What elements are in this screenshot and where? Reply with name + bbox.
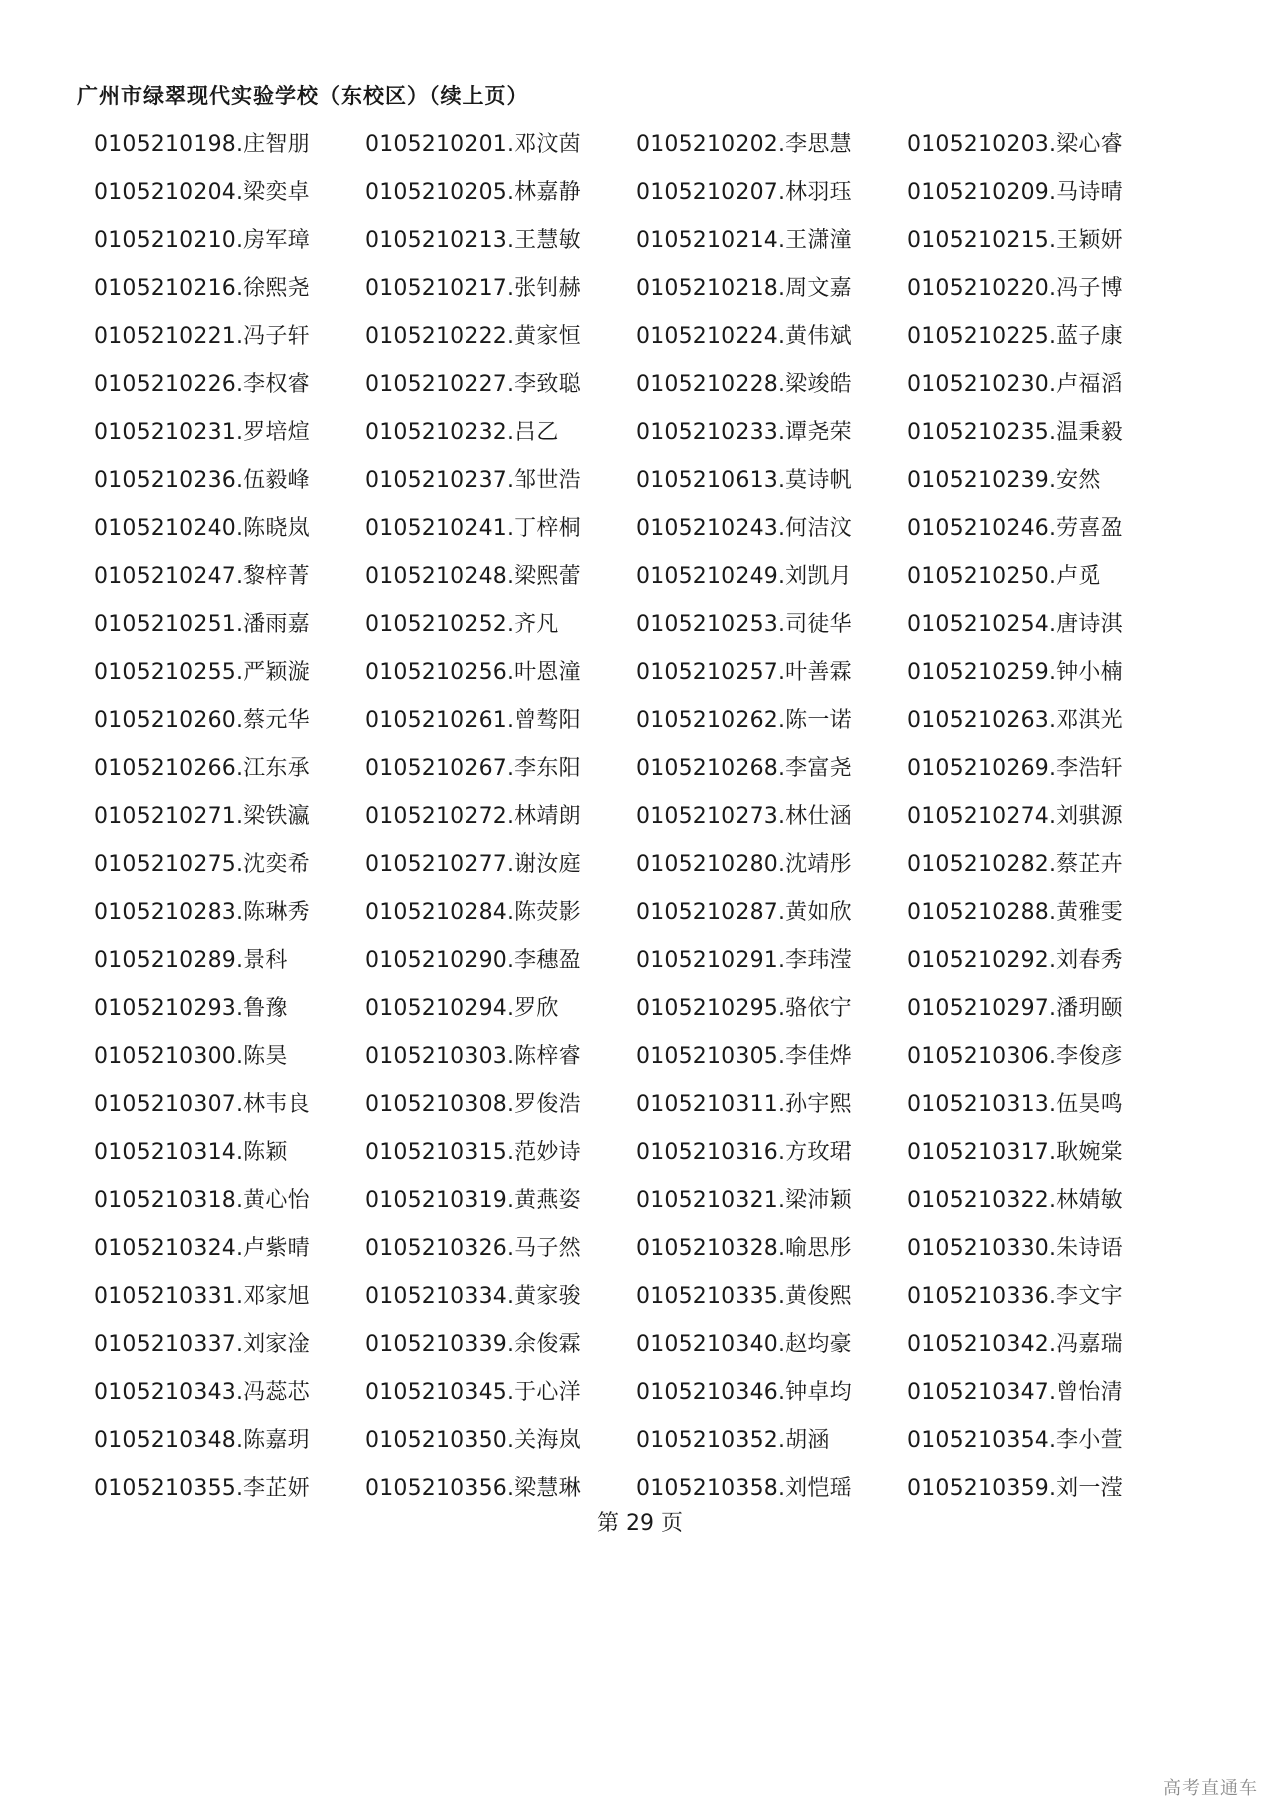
list-entry: 0105210220.冯子博 [907, 276, 1123, 301]
list-entry: 0105210253.司徒华 [636, 612, 852, 637]
list-entry: 0105210331.邓家旭 [94, 1284, 310, 1309]
list-entry: 0105210213.王慧敏 [365, 228, 581, 253]
watermark: 高考直通车 [1163, 1778, 1258, 1799]
list-entry: 0105210256.叶恩潼 [365, 660, 581, 685]
list-entry: 0105210221.冯子轩 [94, 324, 310, 349]
list-entry: 0105210231.罗培煊 [94, 420, 310, 445]
list-entry: 0105210280.沈靖彤 [636, 852, 852, 877]
list-entry: 0105210326.马子然 [365, 1236, 581, 1261]
list-entry: 0105210243.何洁汶 [636, 516, 852, 541]
list-entry: 0105210228.梁竣皓 [636, 372, 852, 397]
list-entry: 0105210295.骆依宁 [636, 996, 852, 1021]
list-entry: 0105210290.李穗盈 [365, 948, 581, 973]
list-entry: 0105210335.黄俊熙 [636, 1284, 852, 1309]
list-entry: 0105210214.王潇潼 [636, 228, 852, 253]
list-entry: 0105210313.伍昊鸣 [907, 1092, 1123, 1117]
list-entry: 0105210355.李芷妍 [94, 1476, 310, 1501]
list-entry: 0105210252.齐凡 [365, 612, 559, 637]
list-entry: 0105210272.林靖朗 [365, 804, 581, 829]
list-entry: 0105210345.于心洋 [365, 1380, 581, 1405]
list-entry: 0105210350.关海岚 [365, 1428, 581, 1453]
list-entry: 0105210316.方玫珺 [636, 1140, 852, 1165]
list-entry: 0105210288.黄雅雯 [907, 900, 1123, 925]
list-entry: 0105210282.蔡芷卉 [907, 852, 1123, 877]
list-entry: 0105210319.黄燕姿 [365, 1188, 581, 1213]
list-entry: 0105210347.曾怡清 [907, 1380, 1123, 1405]
list-entry: 0105210209.马诗晴 [907, 180, 1123, 205]
list-entry: 0105210343.冯蕊芯 [94, 1380, 310, 1405]
list-entry: 0105210202.李思慧 [636, 132, 852, 157]
list-entry: 0105210225.蓝子康 [907, 324, 1123, 349]
list-entry: 0105210287.黄如欣 [636, 900, 852, 925]
list-entry: 0105210201.邓汶茵 [365, 132, 581, 157]
list-entry: 0105210328.喻思彤 [636, 1236, 852, 1261]
list-entry: 0105210203.梁心睿 [907, 132, 1123, 157]
list-entry: 0105210348.陈嘉玥 [94, 1428, 310, 1453]
list-entry: 0105210322.林婧敏 [907, 1188, 1123, 1213]
list-entry: 0105210260.蔡元华 [94, 708, 310, 733]
list-entry: 0105210235.温秉毅 [907, 420, 1123, 445]
list-entry: 0105210283.陈琳秀 [94, 900, 310, 925]
list-entry: 0105210227.李致聪 [365, 372, 581, 397]
list-entry: 0105210284.陈荧影 [365, 900, 581, 925]
list-entry: 0105210339.余俊霖 [365, 1332, 581, 1357]
list-entry: 0105210613.莫诗帆 [636, 468, 852, 493]
list-entry: 0105210340.赵均豪 [636, 1332, 852, 1357]
list-entry: 0105210317.耿婉棠 [907, 1140, 1123, 1165]
list-entry: 0105210303.陈梓睿 [365, 1044, 581, 1069]
list-entry: 0105210275.沈奕希 [94, 852, 310, 877]
list-entry: 0105210293.鲁豫 [94, 996, 288, 1021]
list-entry: 0105210230.卢福滔 [907, 372, 1123, 397]
list-entry: 0105210268.李富尧 [636, 756, 852, 781]
list-entry: 0105210337.刘家淦 [94, 1332, 310, 1357]
list-entry: 0105210342.冯嘉瑞 [907, 1332, 1123, 1357]
list-entry: 0105210294.罗欣 [365, 996, 559, 1021]
list-entry: 0105210255.严颖漩 [94, 660, 310, 685]
list-entry: 0105210257.叶善霖 [636, 660, 852, 685]
name-list [94, 121, 1144, 1513]
list-entry: 0105210236.伍毅峰 [94, 468, 310, 493]
list-entry: 0105210232.吕乙 [365, 420, 559, 445]
list-entry: 0105210249.刘凯月 [636, 564, 852, 589]
list-entry: 0105210246.劳喜盈 [907, 516, 1123, 541]
list-entry: 0105210263.邓淇光 [907, 708, 1123, 733]
list-entry: 0105210210.房军璋 [94, 228, 310, 253]
list-entry: 0105210259.钟小楠 [907, 660, 1123, 685]
section-heading: 广州市绿翠现代实验学校（东校区）（续上页） [77, 84, 529, 108]
list-entry: 0105210248.梁熙蕾 [365, 564, 581, 589]
list-entry: 0105210215.王颖妍 [907, 228, 1123, 253]
list-entry: 0105210318.黄心怡 [94, 1188, 310, 1213]
list-entry: 0105210254.唐诗淇 [907, 612, 1123, 637]
list-entry: 0105210218.周文嘉 [636, 276, 852, 301]
list-entry: 0105210305.李佳烨 [636, 1044, 852, 1069]
list-entry: 0105210226.李权睿 [94, 372, 310, 397]
list-entry: 0105210311.孙宇熙 [636, 1092, 852, 1117]
list-entry: 0105210241.丁梓桐 [365, 516, 581, 541]
list-entry: 0105210266.江东承 [94, 756, 310, 781]
list-entry: 0105210291.李玮滢 [636, 948, 852, 973]
list-entry: 0105210297.潘玥颐 [907, 996, 1123, 1021]
list-entry: 0105210359.刘一滢 [907, 1476, 1123, 1501]
list-entry: 0105210239.安然 [907, 468, 1101, 493]
list-entry: 0105210262.陈一诺 [636, 708, 852, 733]
list-entry: 0105210314.陈颖 [94, 1140, 288, 1165]
list-entry: 0105210233.谭尧荣 [636, 420, 852, 445]
list-entry: 0105210354.李小萱 [907, 1428, 1123, 1453]
list-entry: 0105210356.梁慧琳 [365, 1476, 581, 1501]
list-entry: 0105210217.张钊赫 [365, 276, 581, 301]
list-entry: 0105210358.刘恺瑶 [636, 1476, 852, 1501]
list-entry: 0105210261.曾骜阳 [365, 708, 581, 733]
list-entry: 0105210324.卢紫晴 [94, 1236, 310, 1261]
list-entry: 0105210240.陈晓岚 [94, 516, 310, 541]
list-entry: 0105210289.景科 [94, 948, 288, 973]
list-entry: 0105210207.林羽珏 [636, 180, 852, 205]
list-entry: 0105210204.梁奕卓 [94, 180, 310, 205]
list-entry: 0105210274.刘骐源 [907, 804, 1123, 829]
list-entry: 0105210222.黄家恒 [365, 324, 581, 349]
list-entry: 0105210250.卢觅 [907, 564, 1101, 589]
list-entry: 0105210271.梁铁瀛 [94, 804, 310, 829]
page-number: 第 29 页 [597, 1511, 683, 1536]
list-entry: 0105210251.潘雨嘉 [94, 612, 310, 637]
list-entry: 0105210292.刘春秀 [907, 948, 1123, 973]
list-entry: 0105210336.李文宇 [907, 1284, 1123, 1309]
list-entry: 0105210247.黎梓菁 [94, 564, 310, 589]
list-entry: 0105210308.罗俊浩 [365, 1092, 581, 1117]
list-entry: 0105210277.谢汝庭 [365, 852, 581, 877]
list-entry: 0105210346.钟卓均 [636, 1380, 852, 1405]
list-entry: 0105210269.李浩轩 [907, 756, 1123, 781]
list-entry: 0105210216.徐熙尧 [94, 276, 310, 301]
list-entry: 0105210334.黄家骏 [365, 1284, 581, 1309]
list-entry: 0105210198.庄智朋 [94, 132, 310, 157]
list-entry: 0105210321.梁沛颖 [636, 1188, 852, 1213]
list-entry: 0105210300.陈昊 [94, 1044, 288, 1069]
list-entry: 0105210307.林韦良 [94, 1092, 310, 1117]
list-entry: 0105210205.林嘉静 [365, 180, 581, 205]
list-entry: 0105210224.黄伟斌 [636, 324, 852, 349]
list-entry: 0105210237.邹世浩 [365, 468, 581, 493]
list-entry: 0105210267.李东阳 [365, 756, 581, 781]
list-entry: 0105210352.胡涵 [636, 1428, 830, 1453]
list-entry: 0105210273.林仕涵 [636, 804, 852, 829]
list-entry: 0105210330.朱诗语 [907, 1236, 1123, 1261]
list-entry: 0105210315.范妙诗 [365, 1140, 581, 1165]
list-entry: 0105210306.李俊彦 [907, 1044, 1123, 1069]
